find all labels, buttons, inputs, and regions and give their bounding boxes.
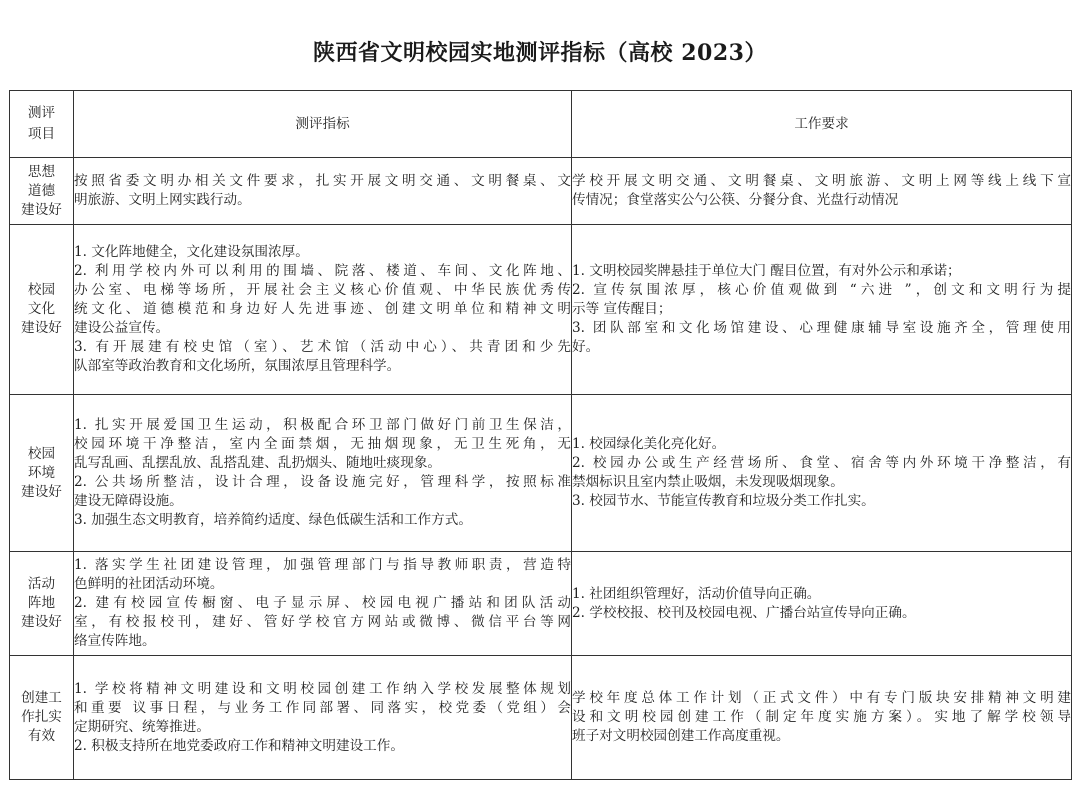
requirement-cell: [572, 158, 1072, 225]
item-line: 校园: [27, 282, 56, 298]
requirement-line: 2. 校园办公或生产经营场所、食堂、宿舍等内外环境干净整洁，有: [572, 455, 1071, 471]
indicator-line: 1. 文化阵地健全，文化建设氛围浓厚。: [74, 244, 309, 260]
requirement-line: 2. 宣传氛围浓厚，核心价值观做到 “六进 ”，创文和文明行为提: [572, 282, 1071, 298]
requirement-line: 1. 文明校园奖牌悬挂于单位大门 醒目位置，有对外公示和承诺；: [572, 263, 961, 279]
indicator-line: 统文化、道德模范和身边好人先进事迹、创建文明单位和精神文明: [74, 301, 571, 317]
item-line: 环境: [27, 464, 56, 481]
requirement-line: 3. 团队部室和文化场馆建设、心理健康辅导室设施齐全，管理使用: [572, 320, 1071, 336]
indicator-line: 络宣传阵地。: [74, 633, 156, 649]
indicator-line: 1. 学校将精神文明建设和文明校园创建工作纳入学校发展整体规划: [74, 680, 571, 697]
page-title: 陕西省文明校园实地测评指标（高校 2023）: [313, 40, 767, 66]
item-cell: [10, 656, 74, 780]
item-line: 道德: [27, 182, 56, 199]
indicator-line: 1. 扎实开展爱国卫生运动，积极配合环卫部门做好门前卫生保洁，: [74, 417, 571, 433]
indicator-line: 1. 落实学生社团建设管理，加强管理部门与指导教师职责，营造特: [74, 557, 571, 573]
indicator-line: 建设无障碍设施。: [74, 493, 183, 509]
item-line: 思想: [27, 163, 56, 180]
indicator-line: 队部室等政治教育和文化场所，氛围浓厚且管理科学。: [74, 358, 401, 374]
requirement-line: 2. 学校校报、校刊及校园电视、广播台站宣传导向正确。: [572, 604, 916, 621]
table-row: [10, 395, 1072, 552]
indicator-line: 2. 公共场所整洁，设计合理，设备设施完好，管理科学，按照标准: [74, 474, 571, 490]
indicator-line: 按照省委文明办相关文件要求，扎实开展文明交通、文明餐桌、文: [74, 173, 571, 189]
table-row: [10, 225, 1072, 395]
requirement-line: 设和文明校园创建工作（制定年度实施方案）。实地了解学校领导: [572, 709, 1071, 725]
indicator-line: 办公室、电梯等场所，开展社会主义核心价值观、中华民族优秀传: [74, 282, 571, 298]
requirement-cell: [572, 552, 1072, 656]
indicator-cell: [74, 552, 572, 656]
indicator-line: 2. 利用学校内外可以利用的围墙、院落、楼道、车间、文化阵地、: [74, 263, 571, 279]
requirement-cell: [572, 225, 1072, 395]
header-item-line: 项目: [27, 126, 56, 142]
indicator-cell: [74, 158, 572, 225]
indicator-line: 2. 积极支持所在地党委政府工作和精神文明建设工作。: [74, 737, 404, 754]
requirement-cell: [572, 656, 1072, 780]
indicator-line: 3. 有开展建有校史馆（室）、艺术馆（活动中心）、共青团和少先: [74, 339, 571, 355]
item-line: 有效: [27, 728, 56, 744]
requirement-line: 1. 校园绿化美化亮化好。: [572, 436, 726, 452]
header-row: [10, 91, 1072, 158]
indicator-line: 乱写乱画、乱摆乱放、乱搭乱建、乱扔烟头、随地吐痰现象。: [74, 455, 442, 471]
requirement-cell: [572, 395, 1072, 552]
requirement-line: 好。: [572, 339, 600, 355]
item-cell: [10, 395, 74, 552]
indicator-cell: [74, 395, 572, 552]
requirement-line: 传情况；食堂落实公勺公筷、分餐分食、光盘行动情况: [572, 192, 899, 208]
table-row: [10, 552, 1072, 656]
table-row: [10, 656, 1072, 780]
item-cell: [10, 158, 74, 225]
item-line: 建设好: [21, 614, 62, 630]
table-row: [10, 158, 1072, 225]
requirement-line: 示等 宣传醒目；: [572, 301, 672, 317]
evaluation-table: [9, 90, 1072, 780]
indicator-line: 室，有校报校刊，建好、管好学校官方网站或微博、微信平台等网: [74, 614, 571, 630]
requirement-line: 学校年度总体工作计划（正式文件）中有专门版块安排精神文明建: [572, 690, 1071, 706]
requirement-line: 禁烟标识且室内禁止吸烟，未发现吸烟现象。: [572, 474, 844, 490]
item-line: 建设好: [21, 320, 62, 336]
requirement-line: 学校开展文明交通、文明餐桌、文明旅游、文明上网等线上线下宣: [572, 173, 1071, 189]
item-line: 建设好: [21, 201, 62, 218]
header-item-line: 测评: [27, 105, 56, 121]
item-line: 建设好: [21, 483, 62, 500]
indicator-line: 定期研究、统筹推进。: [74, 718, 210, 735]
indicator-line: 2. 建有校园宣传橱窗、电子显示屏、校园电视广播站和团队活动: [74, 595, 571, 611]
header-item: [10, 91, 74, 158]
indicator-line: 校园环境干净整洁，室内全面禁烟，无抽烟现象，无卫生死角，无: [74, 436, 571, 452]
indicator-line: 建设公益宣传。: [74, 320, 170, 336]
item-line: 阵地: [27, 595, 56, 611]
item-line: 校园: [27, 445, 56, 462]
indicator-line: 色鲜明的社团活动环境。: [74, 576, 224, 592]
item-line: 活动: [27, 576, 56, 592]
indicator-line: 明旅游、文明上网实践行动。: [74, 192, 251, 208]
indicator-line: 和重要 议事日程，与业务工作同部署、同落实，校党委（党组）会: [74, 699, 571, 716]
indicator-line: 3. 加强生态文明教育，培养简约适度、绿色低碳生活和工作方式。: [74, 512, 472, 528]
header-requirement: 工作要求: [572, 91, 1072, 158]
requirement-line: 班子对文明校园创建工作高度重视。: [572, 728, 790, 744]
item-line: 创建工: [21, 690, 62, 706]
indicator-cell: [74, 225, 572, 395]
item-cell: [10, 225, 74, 395]
item-cell: [10, 552, 74, 656]
requirement-line: 3. 校园节水、节能宣传教育和垃圾分类工作扎实。: [572, 493, 875, 509]
header-indicator: 测评指标: [74, 91, 572, 158]
item-line: 作扎实: [21, 709, 62, 725]
indicator-cell: [74, 656, 572, 780]
item-line: 文化: [27, 301, 56, 317]
requirement-line: 1. 社团组织管理好，活动价值导向正确。: [572, 585, 821, 602]
